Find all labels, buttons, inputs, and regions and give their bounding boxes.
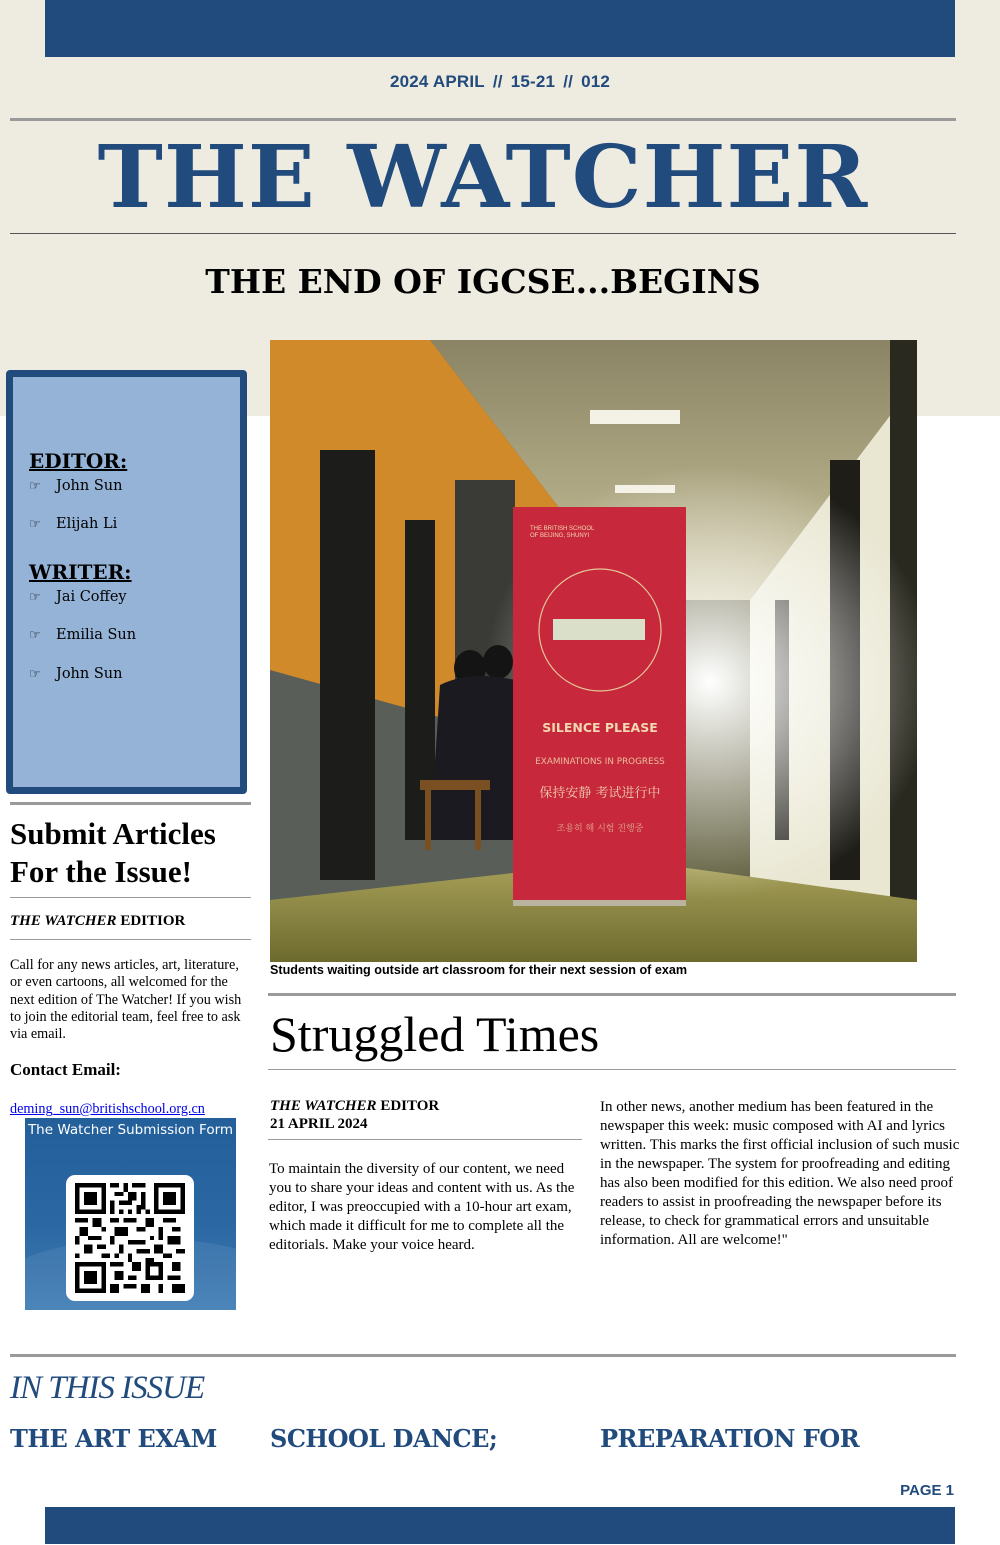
dateline-range: 15-21	[510, 72, 556, 91]
contact-email-label: Contact Email:	[10, 1060, 121, 1079]
dateline-separator: //	[563, 72, 574, 91]
photo-caption: Students waiting outside art classroom for their next session of exam	[270, 963, 688, 977]
divider	[10, 118, 956, 121]
contact-email-link[interactable]: deming_sun@britishschool.org.cn	[10, 1101, 205, 1117]
staff-name: John Sun	[56, 666, 123, 682]
banner-subtitle: EXAMINATIONS IN PROGRESS	[535, 757, 665, 767]
submit-title-line: For the Issue!	[10, 854, 192, 889]
divider	[268, 1069, 956, 1070]
editor-heading: EDITOR:	[29, 449, 128, 473]
pointing-hand-icon: ☞	[29, 666, 41, 682]
submission-form-qr-card[interactable]	[25, 1118, 236, 1310]
staff-list-item	[29, 516, 117, 532]
dateline	[0, 72, 1000, 92]
banner-korean-text: 조용히 해 시험 진행중	[556, 824, 644, 834]
banner-school-name: THE BRITISH SCHOOL	[530, 526, 595, 532]
article-column-2: In other news, another medium has been featured in the newspaper this week: music composed with AI and lyrics written. This marks the first official inclusion of such music in the newspaper. The system for proofreading and editing has also been modified for this edition. We also need proof readers to assist in proofreading the newspaper before its release, to check for grammatical errors and unsuitable information. All are welcome!"	[600, 1099, 960, 1248]
byline-publication: THE WATCHER	[10, 913, 117, 929]
hallway-photo-illustration	[270, 340, 917, 962]
article-column-1: To maintain the diversity of our content, we need you to share your ideas and content with us. As the editor, I was preoccupied with a 10-hour art exam, which made it difficult for me to complete all the editorials. Make your voice heard.	[269, 1161, 575, 1253]
banner-chinese-text: 保持安静 考试进行中	[539, 786, 661, 801]
writer-heading: WRITER:	[29, 560, 132, 584]
staff-list-item	[29, 478, 122, 494]
byline-role: EDITOR	[376, 1098, 440, 1114]
divider	[268, 993, 956, 996]
dateline-separator: //	[492, 72, 503, 91]
divider	[10, 1354, 956, 1357]
bottom-color-bar	[45, 1507, 955, 1544]
issue-item[interactable]: THE ART EXAM	[10, 1424, 217, 1453]
staff-name: Jai Coffey	[56, 589, 127, 605]
pointing-hand-icon: ☞	[29, 516, 41, 532]
qr-code-icon	[75, 1183, 185, 1293]
qr-code-frame	[66, 1175, 194, 1301]
divider	[10, 897, 251, 898]
submit-byline	[10, 913, 185, 930]
staff-list-item	[29, 627, 136, 643]
staff-name: John Sun	[56, 478, 123, 494]
staff-list-item	[29, 589, 127, 605]
byline-role: EDITIOR	[116, 913, 186, 929]
article-byline	[270, 1097, 439, 1133]
article-date: 21 APRIL 2024	[270, 1116, 368, 1132]
pointing-hand-icon: ☞	[29, 627, 41, 643]
article-title: Struggled Times	[270, 1006, 600, 1062]
masthead-title: THE WATCHER	[97, 127, 869, 228]
submit-title-line: Submit Articles	[10, 816, 216, 851]
divider	[10, 233, 956, 234]
issue-item[interactable]: SCHOOL DANCE;	[270, 1424, 498, 1453]
submit-body-text: Call for any news articles, art, literature, or even cartoons, all welcomed for the next edition of The Watcher! If you wish to join the editorial team, feel free to ask via email.	[10, 957, 242, 1043]
svg-text:OF BEIJING, SHUNYI: OF BEIJING, SHUNYI	[530, 533, 590, 539]
divider	[268, 1139, 582, 1140]
divider	[10, 802, 251, 805]
dateline-issue-number: 012	[581, 72, 611, 91]
divider	[10, 939, 251, 940]
in-this-issue-label: IN THIS ISSUE	[10, 1370, 205, 1406]
dateline-month: 2024 APRIL	[389, 72, 485, 91]
submit-articles-title	[10, 815, 250, 891]
staff-list-item	[29, 666, 122, 682]
issue-item[interactable]: PREPARATION FOR	[600, 1424, 860, 1453]
staff-box	[6, 370, 247, 794]
top-color-bar	[45, 0, 955, 57]
staff-name: Emilia Sun	[56, 627, 137, 643]
pointing-hand-icon: ☞	[29, 478, 41, 494]
pointing-hand-icon: ☞	[29, 589, 41, 605]
hallway-photo	[270, 340, 917, 962]
staff-name: Elijah Li	[56, 516, 118, 532]
byline-publication: THE WATCHER	[270, 1098, 377, 1114]
front-page-headline: THE END OF IGCSE...BEGINS	[205, 262, 761, 301]
page-number: PAGE 1	[900, 1482, 954, 1499]
qr-card-title: The Watcher Submission Form	[27, 1122, 234, 1138]
banner-title: SILENCE PLEASE	[542, 720, 658, 735]
